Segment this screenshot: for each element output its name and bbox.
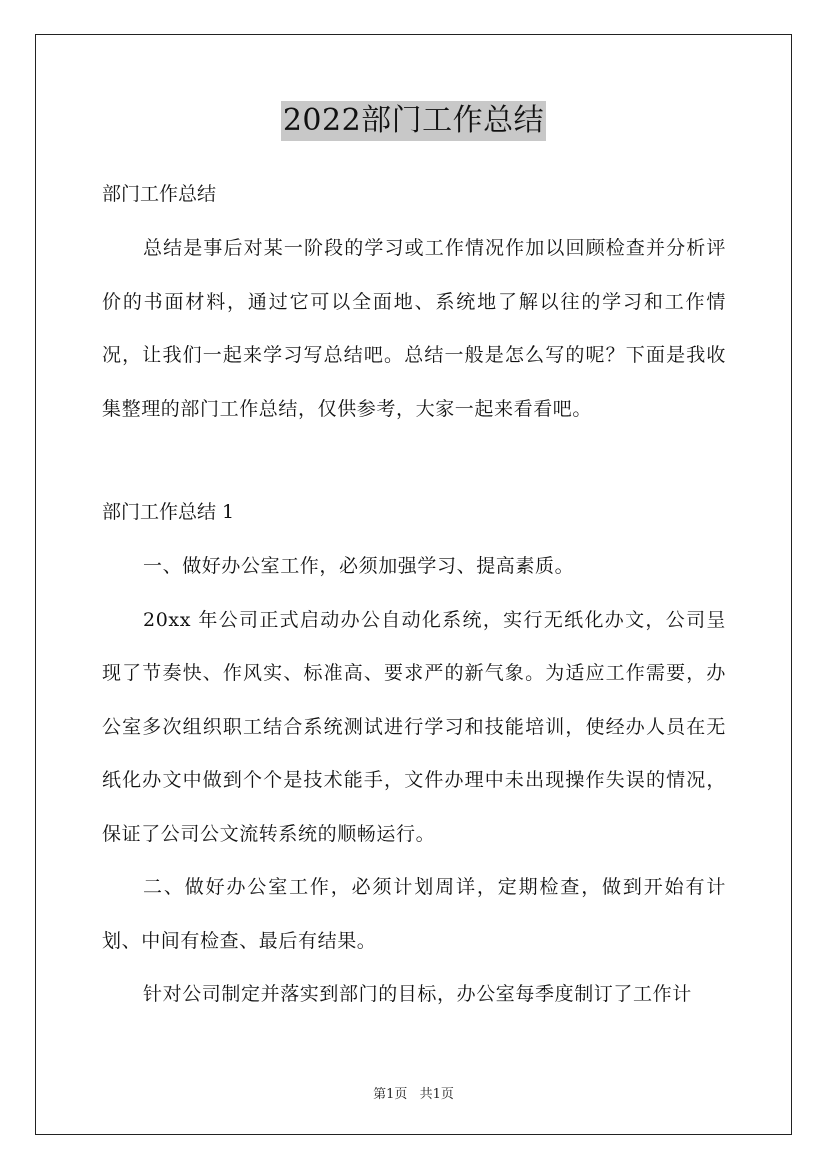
document-body xyxy=(102,170,726,1022)
page-footer xyxy=(0,1083,827,1102)
document-title-container xyxy=(0,101,827,141)
section-paragraph: 一、做好办公室工作，必须加强学习、提高素质。 xyxy=(143,555,575,577)
page-total: 共1页 xyxy=(419,1087,454,1102)
page-number: 第1页 xyxy=(373,1087,408,1102)
document-title: 2022部门工作总结 xyxy=(281,101,546,141)
intro-paragraph: 总结是事后对某一阶段的学习或工作情况作加以回顾检查并分析评价的书面材料，通过它可以全面地、系统地了解以往的学习和工作情况，让我们一起来学习写总结吧。总结一般是怎么写的呢？下面是我收集整理的部门工作总结，仅供参考，大家一起来看看吧。 xyxy=(102,237,726,420)
section-paragraph: 二、做好办公室工作，必须计划周详，定期检查，做到开始有计划、中间有检查、最后有结果。 xyxy=(102,876,726,952)
section-paragraph: 针对公司制定并落实到部门的目标，办公室每季度制订了工作计 xyxy=(143,983,692,1005)
section-paragraph: 20xx 年公司正式启动办公自动化系统，实行无纸化办文，公司呈现了节奏快、作风实、标准高、要求严的新气象。为适应工作需要，办公室多次组织职工结合系统测试进行学习和技能培训，使经办人员在无纸化办文中做到个个是技术能手，文件办理中未出现操作失误的情况，保证了公司公文流转系统的顺畅运行。 xyxy=(102,608,726,845)
intro-heading: 部门工作总结 xyxy=(102,183,217,205)
section-heading: 部门工作总结 1 xyxy=(102,501,235,523)
